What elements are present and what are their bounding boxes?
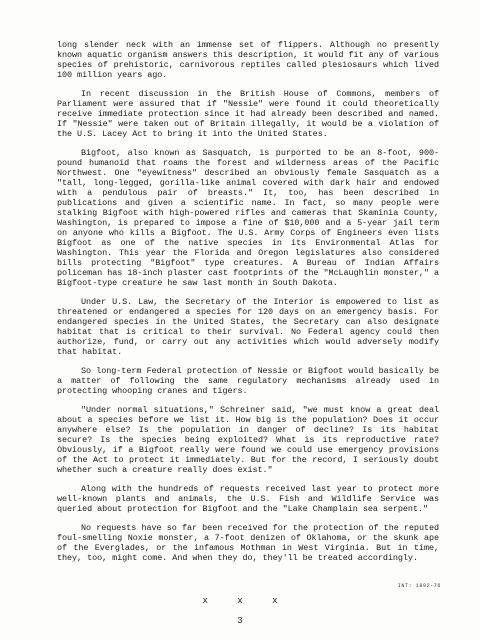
- office-code: INT: 1892-76: [397, 583, 441, 589]
- separator-mark: x: [237, 596, 243, 606]
- paragraph: Bigfoot, also known as Sasquatch, is purported to be an 8-foot, 900-pound humanoid that roams the forest and wilderness areas of the Pacific Northwest. One "eyewitness" described an obviously female Sasquatch as a "tall, long-legged, gorilla-like animal covered with dark hair and endowed with a pendulous pair of breasts." It, too, has been described in publications and given a scientific name. In fact, so many people were stalking Bigfoot with high-powered rifles and cameras that Skaminia County, Washington, is prepared to impose a fine of $10,000 and a 5-year jail term on anyone who kills a Bigfoot. The U.S. Army Corps of Engineers even lists Bigfoot as one of the native species in its Environmental Atlas for Washington. This year the Florida and Oregon legislatures also considered bills protecting "Bigfoot" type creatures. A Bureau of Indian Affairs policeman has 18-inch plaster cast footprints of the "McLaughlin monster," a Bigfoot-type creature he saw last month in South Dakota.: [57, 148, 439, 288]
- separator-mark: x: [202, 596, 208, 606]
- paragraph: Under U.S. Law, the Secretary of the Interior is empowered to list as threatened or endangered a species for 120 days on an emergency basis. For endangered species in the United States, the Secretary can also designate habitat that is critical to their survival. No Federal agency could then authorize, fund, or carry out any activities which would adversely modify that habitat.: [57, 297, 439, 357]
- paragraph: No requests have so far been received for the protection of the reputed foul-smelling Noxie monster, a 7-foot denizen of Oklahoma, or the skunk ape of the Everglades, or the infamous Mothman in West Virginia. But in time, they, too, might come. And when they do, they'll be treated accordingly.: [57, 523, 439, 563]
- paragraph: "Under normal situations," Schreiner said, "we must know a great deal about a species before we list it. How big is the population? Does it occur anywhere else? Is the population in danger of decline? Is its habitat secure? Is the species being exploited? What is its reproductive rate? Obviously, if a Bigfoot really were found we could use emergency provisions of the Act to protect it immediately. But for the record, I seriously doubt whether such a creature really does exist.": [57, 405, 439, 475]
- paragraph: long slender neck with an immense set of flippers. Although no presently known aquatic organism answers this description, it would fit any of various species of prehistoric, carnivorous reptiles called plesiosaurs which lived 100 million years ago.: [57, 40, 439, 80]
- document-body: [57, 40, 439, 572]
- paragraph: Along with the hundreds of requests received last year to protect more well-known plants and animals, the U.S. Fish and Wildlife Service was queried about protection for Bigfoot and the "Lake Champlain sea serpent.": [57, 484, 439, 514]
- page-number: 3: [237, 616, 243, 626]
- section-separator: [0, 596, 480, 606]
- paragraph: So long-term Federal protection of Nessie or Bigfoot would basically be a matter of following the same regulatory mechanisms already used in protecting whooping cranes and tigers.: [57, 366, 439, 396]
- separator-mark: x: [272, 596, 278, 606]
- paragraph: In recent discussion in the British House of Commons, members of Parliament were assured that if "Nessie" were found it could theoretically receive immediate protection since it had already been described and named. If "Nessie" were taken out of Britain illegally, it would be a violation of the U.S. Lacey Act to bring it into the United States.: [57, 89, 439, 139]
